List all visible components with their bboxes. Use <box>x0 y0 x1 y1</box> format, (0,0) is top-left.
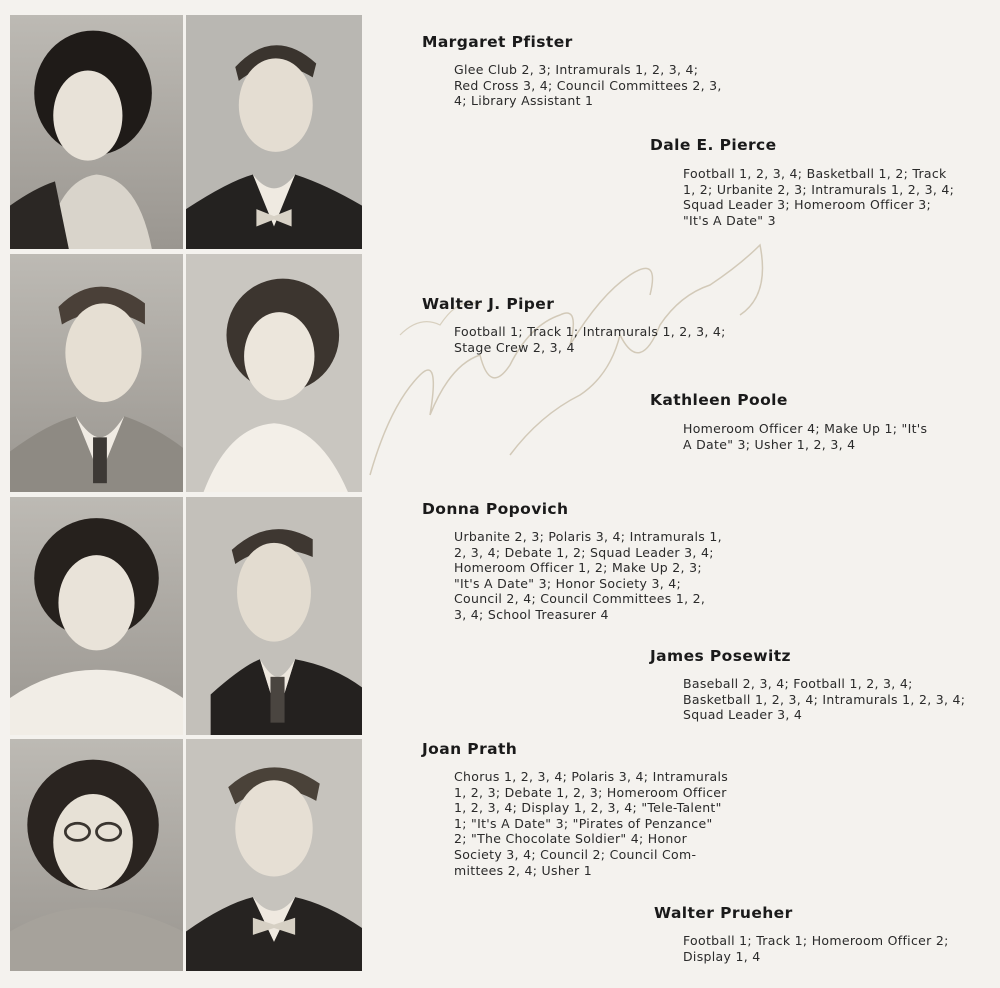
portrait-photo-3 <box>10 254 183 492</box>
activity-line: Chorus 1, 2, 3, 4; Polaris 3, 4; Intramurals <box>454 769 729 784</box>
activity-line: A Date" 3; Usher 1, 2, 3, 4 <box>683 436 856 452</box>
student-activities <box>683 676 965 723</box>
student-activities <box>454 62 722 109</box>
student-name: James Posewitz <box>650 647 791 665</box>
activity-line: Display 1, 4 <box>683 948 761 964</box>
activity-line: 1, 2, 3; Debate 1, 2, 3; Homeroom Officer <box>454 784 727 800</box>
student-activities <box>683 421 927 452</box>
activity-line: Baseball 2, 3, 4; Football 1, 2, 3, 4; <box>683 676 913 691</box>
activity-line: Squad Leader 3; Homeroom Officer 3; <box>683 197 932 213</box>
activity-line: Urbanite 2, 3; Polaris 3, 4; Intramurals 1, <box>454 529 722 544</box>
activity-line: Football 1; Track 1; Intramurals 1, 2, 3, 4; <box>454 324 726 339</box>
student-name: Kathleen Poole <box>650 391 788 409</box>
student-activities <box>454 769 728 878</box>
activity-line: Football 1; Track 1; Homeroom Officer 2; <box>683 933 949 948</box>
activity-line: Red Cross 3, 4; Council Committees 2, 3, <box>454 77 722 93</box>
portrait-photo-1 <box>10 15 183 249</box>
activity-line: 4; Library Assistant 1 <box>454 93 594 109</box>
student-activities <box>683 166 954 228</box>
student-name: Walter Prueher <box>654 904 793 922</box>
activity-line: 2, 3, 4; Debate 1, 2; Squad Leader 3, 4; <box>454 544 714 560</box>
portrait-photo-2 <box>186 15 362 249</box>
portrait-photo-7 <box>10 739 183 971</box>
activity-line: 1; "It's A Date" 3; "Pirates of Penzance" <box>454 815 713 831</box>
activity-line: 1, 2, 3, 4; Display 1, 2, 3, 4; "Tele-Talent" <box>454 800 722 816</box>
student-activities <box>683 933 949 964</box>
student-activities <box>454 324 726 355</box>
portrait-photo-5 <box>10 497 183 735</box>
student-name: Donna Popovich <box>422 500 569 518</box>
student-activities <box>454 529 722 623</box>
student-name: Margaret Pfister <box>422 33 573 51</box>
student-name: Walter J. Piper <box>422 295 555 313</box>
portrait-photo-4 <box>186 254 362 492</box>
activity-line: Homeroom Officer 1, 2; Make Up 2, 3; <box>454 560 702 576</box>
activity-line: Basketball 1, 2, 3, 4; Intramurals 1, 2, 3, 4; <box>683 691 966 707</box>
activity-line: "It's A Date" 3 <box>683 212 776 228</box>
activity-line: Society 3, 4; Council 2; Council Com- <box>454 846 697 862</box>
student-name: Dale E. Pierce <box>650 136 777 154</box>
activity-line: Stage Crew 2, 3, 4 <box>454 339 575 355</box>
activity-line: Glee Club 2, 3; Intramurals 1, 2, 3, 4; <box>454 62 699 77</box>
activity-line: mittees 2, 4; Usher 1 <box>454 862 592 878</box>
portrait-photo-8 <box>186 739 362 971</box>
activity-line: "It's A Date" 3; Honor Society 3, 4; <box>454 575 682 591</box>
portrait-photo-6 <box>186 497 362 735</box>
activity-line: Football 1, 2, 3, 4; Basketball 1, 2; Track <box>683 166 947 181</box>
activity-line: Council 2, 4; Council Committees 1, 2, <box>454 591 706 607</box>
activity-line: 3, 4; School Treasurer 4 <box>454 606 609 622</box>
activity-line: Squad Leader 3, 4 <box>683 707 803 723</box>
activity-line: 2; "The Chocolate Soldier" 4; Honor <box>454 831 688 847</box>
activity-line: 1, 2; Urbanite 2, 3; Intramurals 1, 2, 3, 4; <box>683 181 955 197</box>
activity-line: Homeroom Officer 4; Make Up 1; "It's <box>683 421 928 436</box>
student-name: Joan Prath <box>422 740 518 758</box>
